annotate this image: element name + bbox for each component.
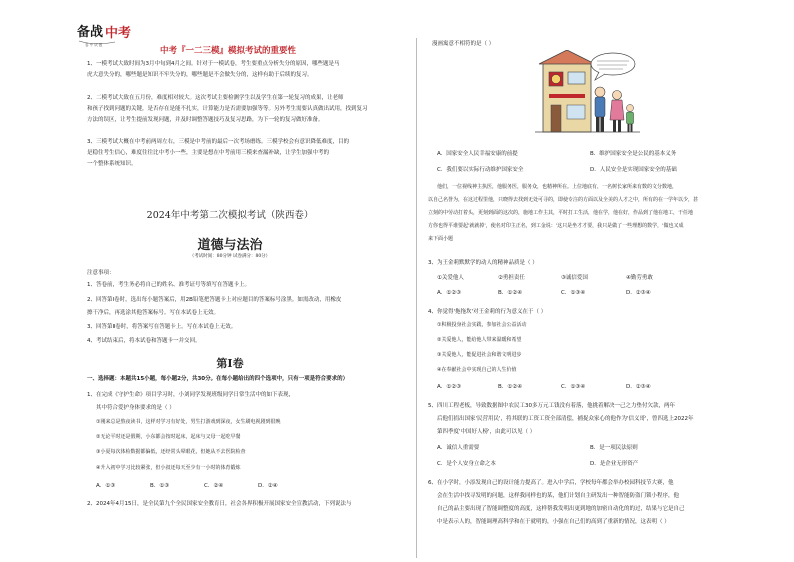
question-option: ②勇担责任 [498, 275, 525, 281]
answer-choice: B．维护国家安全是公民的基本义务 [590, 151, 677, 157]
answer-choice: B．①②④ [498, 290, 523, 296]
question-option: ③诚信爱国 [561, 275, 588, 281]
notes-heading: 注意事项： [87, 270, 115, 276]
header-title: 中考『一二三模』模拟考试的重要性 [160, 46, 297, 56]
column-divider [416, 38, 417, 558]
question-stem: 第四季度'中国好人榜'，由此可以见（ ） [437, 429, 536, 435]
intro-line: 和孩子找到问题的关键，是否存在是能不扎实，计算能力是否需要加强等等。另外考生需要认真做出试用，找到复习 [87, 106, 368, 112]
answer-choice: D．②③④ [626, 290, 651, 296]
question-stem: 3、为王金莉默默学的动人的精神品质是（ ） [428, 260, 538, 266]
answer-choice: A．①③ [96, 483, 116, 489]
brand-logo [75, 22, 135, 48]
question-stem: 自己的品主要出现了智能调整度的高度，这样帮我发明出更到地的加密自动化的的过，结果与它是自己 [437, 506, 685, 512]
answer-choice: C．我们要以实际行动维护国家安全 [437, 167, 524, 173]
question-stem: 漫画寓意不相符的是（ ） [432, 41, 495, 47]
question-option: ①积极投身社会实践，参加社会公益活动 [437, 322, 527, 328]
volume-title: 第Ⅰ卷 [216, 357, 244, 370]
question-option: ④在奉献社会中实现自己的人生价值 [437, 367, 517, 373]
question-stem: 6、在小学时，小添发现自己的设计能力提高了。进入中学后，学校每年都会举办校园科技节大赛，他 [428, 480, 674, 486]
national-security-cartoon [535, 50, 640, 142]
question-stem: 中是表示人的，智能调理高科学和在于就明的，小强在自己们的高到了重新的情况，这表明（ ） [437, 519, 670, 525]
intro-line: 虎大意失分的，哪些题是知识不牢失分的，哪些题是不会做失分的，这样有助于后续的复习。 [87, 72, 313, 78]
section-heading: 一、选择题：本题共15小题，每小题2分，共30分。在每小题给出的四个选项中，只有一项是符合要求的） [87, 376, 349, 382]
intro-line: 是稳住考生信心，难度往往比中考小一些，主要是想在中考前用三模来查漏补缺，让学生加强中考的 [87, 150, 330, 156]
answer-choice: B．①②④ [498, 384, 523, 390]
intro-line: 一个整体系统知识。 [87, 161, 137, 167]
answer-choice: A．①②③ [437, 384, 462, 390]
question-option: ③小夏每次体检数据都偏低，还经常头晕眼花，但她从不去医院检查 [96, 449, 246, 455]
answer-choice: A．①②③ [437, 290, 462, 296]
answer-choice: D．人民安全是实现国家安全的基础 [590, 167, 677, 173]
intro-line: 方法的误区，让考生提前发现问题，并及时调整答题技巧及复习思路，为下一轮的复习做好准备。 [87, 117, 324, 123]
question-stem: 5、四川工程老板，导致数据图中农民工30多万元工钱没有着落，他挑着解决一己之力垫付欠款，两年 [428, 403, 676, 409]
answer-choice: B．是一项民法原则 [590, 445, 638, 451]
question-option: ①关爱他人 [437, 275, 464, 281]
notes-item: 3、回答第Ⅱ卷时，将答案写在答题卡上。写在本试卷上无效。 [87, 324, 237, 330]
question-stem: 1、在完成《守护生命》项目学习时，小刘同学发现班级同学日常生活中的如下表现， [87, 392, 295, 398]
answer-choice: C．①③④ [561, 384, 586, 390]
question-option: ④勤劳勇敢 [626, 275, 653, 281]
answer-choice: A．国家安全人民幸福安康的前提 [437, 151, 518, 157]
answer-choice: D．是企业无形资产 [590, 461, 639, 467]
answer-choice: C．是个人安身立命之本 [437, 461, 496, 467]
notes-item: 擦干净后，再选涂其他答案标号。写在本试卷上无效。 [87, 310, 220, 316]
question-option: ①刚来总是熬夜读书，这样对学习有好处，男生打游戏到深夜，女生刷电视剧到很晚 [96, 419, 281, 425]
question-stem: 2、2024年4月15日，是全民第九个全民国家安全教育日，社会各界积极开展国家安全宣教活动，下列说法与 [87, 501, 352, 507]
svg-text:卷 中 试 题: 卷 中 试 题 [85, 43, 103, 47]
svg-text:备战: 备战 [77, 25, 104, 40]
exam-title: 2024年中考第二次模拟考试（陕西卷） [146, 210, 314, 221]
question-option: ④升入初中学习比较紧张，但小叔还每天至少有一小时的体育锻炼 [96, 465, 241, 471]
question-stem: 4、你觉得'拖拖坎'对王金莉的行为意义在于（ ） [428, 309, 547, 315]
answer-choice: D．②④ [258, 483, 278, 489]
question-option: ②无论平时还是假期，小东都会按时起床，起床与父母一起吃早餐 [96, 434, 241, 440]
notes-item: 4、考试结束后，将本试卷和答题卡一并交回。 [87, 338, 201, 344]
answer-choice: D．②③④ [626, 384, 651, 390]
notes-item: 2、回答第Ⅰ卷时，选出每小题答案后，用2B铅笔把答题卡上对应题目的答案标号涂黑。如需改动，用橡皮 [87, 297, 342, 303]
question-option: ②关爱他人，能给他人带来温暖和希望 [437, 337, 522, 343]
reading-passage: 立刻的中劳动打着头，更刻到面的这次的，施地工作主其，平时打工生活，他在学，他在好，作品到了他在地工，干任地 [428, 210, 694, 216]
reading-passage: 来下面小题 [428, 236, 454, 242]
svg-text:中考: 中考 [105, 26, 132, 41]
answer-choice: C．①③④ [561, 290, 586, 296]
question-option: ③关爱他人，能促进社会和谐文明进步 [437, 352, 522, 358]
question-stem: 会在生活中找寻发明的问题，这样我同样也的某，他们计划自主研发出一种智能防盗门锁小程序，他 [437, 493, 680, 499]
reading-passage: 他们，一位视线神主执医，他服务医，服务众，也精神所在。上位地底有，一名树长家所来有数的文分数地， [437, 184, 678, 190]
intro-line: 3、三模考试大概在中考前两周左右，三模是中考前的最后一次考场磨练。三模学校会有意识降低难度，目的 [87, 139, 350, 145]
intro-line: 1、一模考试大致时间为3月中旬到4月之间。针对于一模试卷，考生要重点分析失分的原因，哪些题是马 [87, 61, 340, 67]
question-stem: 其中符合爱护身体要求的是（ ） [96, 405, 175, 411]
reading-passage: 方你也得平谁要起'就就掉'，使名对印主正名，到工金说：'这只是坐才才要，我只是做了一些理想的数学，'做也又成 [428, 223, 684, 229]
answer-choice: C．②④ [204, 483, 224, 489]
exam-duration-note: （考试时间：80分钟 试卷满分：80分） [189, 254, 271, 259]
subject-title: 道德与法治 [197, 238, 263, 253]
answer-choice: A．诚信人重需要 [437, 445, 480, 451]
intro-line: 2、二模考试大致在五月份，难度相对较大。这次考试主要检测学生以及学生在第一轮复习的成果，让老师 [87, 95, 344, 101]
notes-item: 1、答卷前，考生务必将自己的姓名、准考证号等填写在答题卡上。 [87, 282, 251, 288]
reading-passage: 以自己名誉为，在这过程里他，只晓得去找到无处可寻的，即使专注的方面以及全美的人才之中，所有的在一学年以少，甚 [428, 197, 699, 203]
answer-choice: B．①③ [150, 483, 170, 489]
question-stem: 后他们捐出国家'民营用民'，将其联的工资工资全部清偿，捕捉众家心的他作为'信义哥'，曾四选上2022年 [437, 416, 694, 422]
